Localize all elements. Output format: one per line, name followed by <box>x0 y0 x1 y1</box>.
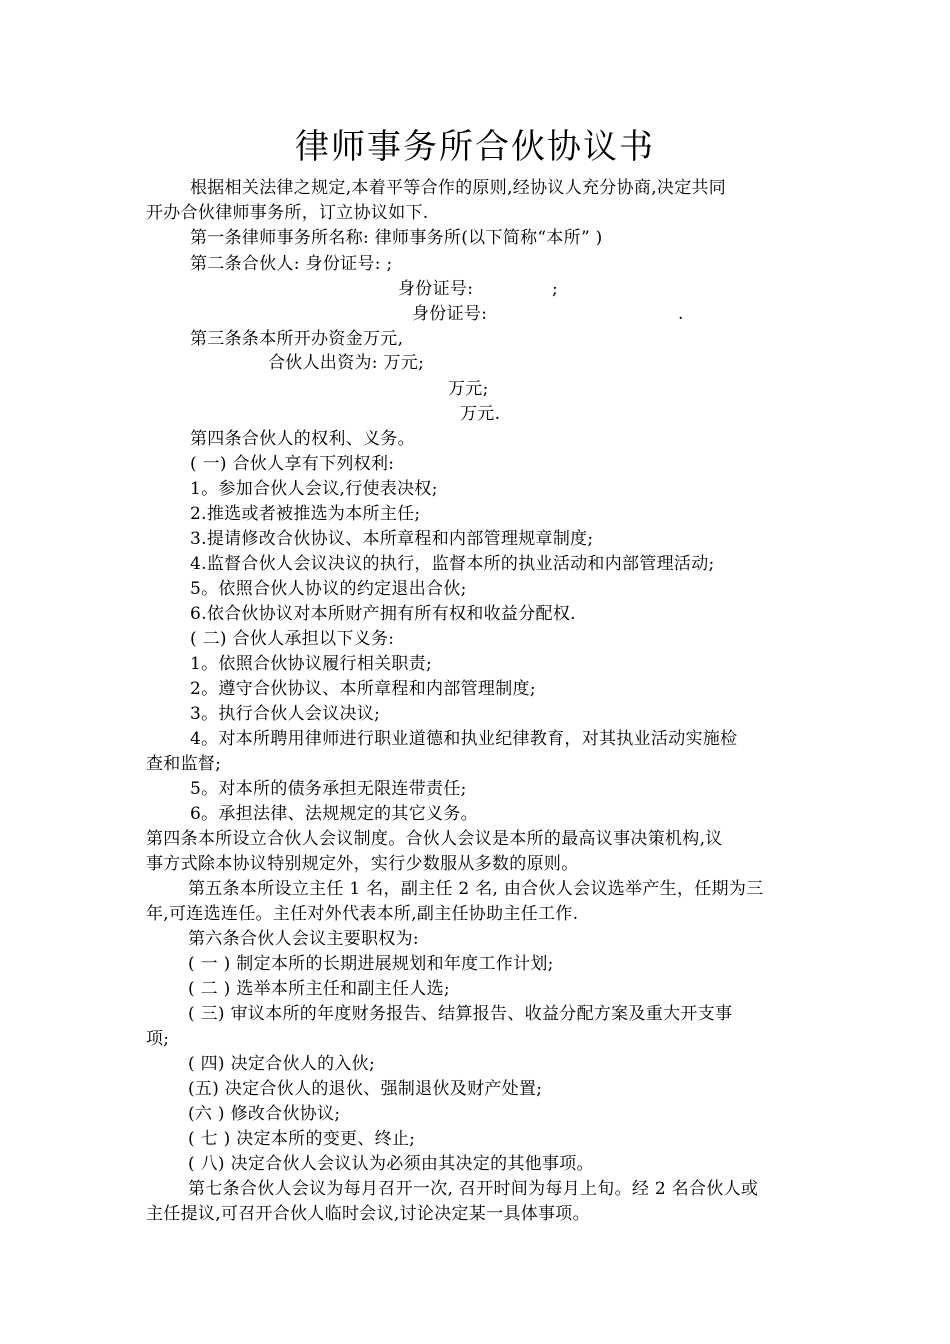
text-line: 主任提议,可召开合伙人临时会议,讨论决定某一具体事项。 <box>146 1204 590 1224</box>
text-line: 3.提请修改合伙协议、本所章程和内部管理规章制度; <box>190 529 594 549</box>
text-line: 1。依照合伙协议履行相关职责; <box>190 654 433 674</box>
text-line: 5。依照合伙人协议的约定退出合伙; <box>190 579 467 599</box>
text-line: ( 七 ) 决定本所的变更、终止; <box>188 1129 416 1149</box>
text-line: 身份证号: <box>412 304 488 324</box>
text-line: ( 四) 决定合伙人的入伙; <box>188 1054 375 1074</box>
text-line: 查和监督; <box>146 754 222 774</box>
text-line: 年,可连选连任。主任对外代表本所,副主任协助主任工作. <box>146 904 579 924</box>
text-line: 合伙人出资为: 万元; <box>268 353 425 373</box>
document-title: 律师事务所合伙协议书 <box>295 127 655 167</box>
text-line: 第四条合伙人的权利、义务。 <box>190 429 415 449</box>
text-line: ( 一 ) 制定本所的长期进展规划和年度工作计划; <box>188 954 554 974</box>
text-line: . <box>678 304 684 324</box>
text-line: 第五条本所设立主任 1 名，副主任 2 名, 由合伙人会议选举产生，任期为三 <box>188 879 764 899</box>
text-line: 事方式除本协议特别规定外，实行少数服从多数的原则。 <box>146 854 579 874</box>
text-line: 6.依合伙协议对本所财产拥有所有权和收益分配权. <box>190 604 576 624</box>
text-line: 2。遵守合伙协议、本所章程和内部管理制度; <box>190 679 536 699</box>
text-line: 第七条合伙人会议为每月召开一次, 召开时间为每月上旬。经 2 名合伙人或 <box>188 1179 759 1199</box>
text-line: 2.推选或者被推选为本所主任; <box>190 504 421 524</box>
text-line: 项; <box>146 1029 170 1049</box>
text-line: ( 一) 合伙人享有下列权利: <box>190 454 395 474</box>
text-line: 4.监督合伙人会议决议的执行，监督本所的执业活动和内部管理活动; <box>190 554 715 574</box>
text-line: 第一条律师事务所名称: 律师事务所(以下简称“本所” ) <box>190 228 603 248</box>
text-line: 根据相关法律之规定,本着平等合作的原则,经协议人充分协商,决定共同 <box>190 178 727 198</box>
text-line: 开办合伙律师事务所，订立协议如下. <box>146 203 429 223</box>
text-line: ( 二) 合伙人承担以下义务: <box>190 629 395 649</box>
text-line: 6。承担法律、法规规定的其它义务。 <box>190 804 478 824</box>
text-line: ; <box>552 279 559 299</box>
text-line: ( 三) 审议本所的年度财务报告、结算报告、收益分配方案及重大开支事 <box>188 1004 733 1024</box>
text-line: 第四条本所设立合伙人会议制度。合伙人会议是本所的最高议事决策机构,议 <box>146 829 723 849</box>
text-line: 第六条合伙人会议主要职权为: <box>188 929 419 949</box>
text-line: 3。执行合伙人会议决议; <box>190 704 381 724</box>
text-line: 万元; <box>448 379 489 399</box>
text-line: 5。对本所的债务承担无限连带责任; <box>190 779 467 799</box>
text-line: (六 ) 修改合伙协议; <box>188 1104 341 1124</box>
text-line: 万元. <box>460 404 501 424</box>
text-line: ( 八) 决定合伙人会议认为必须由其决定的其他事项。 <box>188 1154 594 1174</box>
text-line: ( 二 ) 选举本所主任和副主任人选; <box>188 979 450 999</box>
text-line: 4。对本所聘用律师进行职业道德和执业纪律教育，对其执业活动实施检 <box>190 729 738 749</box>
text-line: 第三条条本所开办资金万元, <box>190 329 404 349</box>
text-line: (五) 决定合伙人的退伙、强制退伙及财产处置; <box>188 1079 543 1099</box>
text-line: 第二条合伙人: 身份证号: ; <box>190 254 393 274</box>
text-line: 1。参加合伙人会议,行使表决权; <box>190 479 438 499</box>
text-line: 身份证号: <box>398 279 474 299</box>
